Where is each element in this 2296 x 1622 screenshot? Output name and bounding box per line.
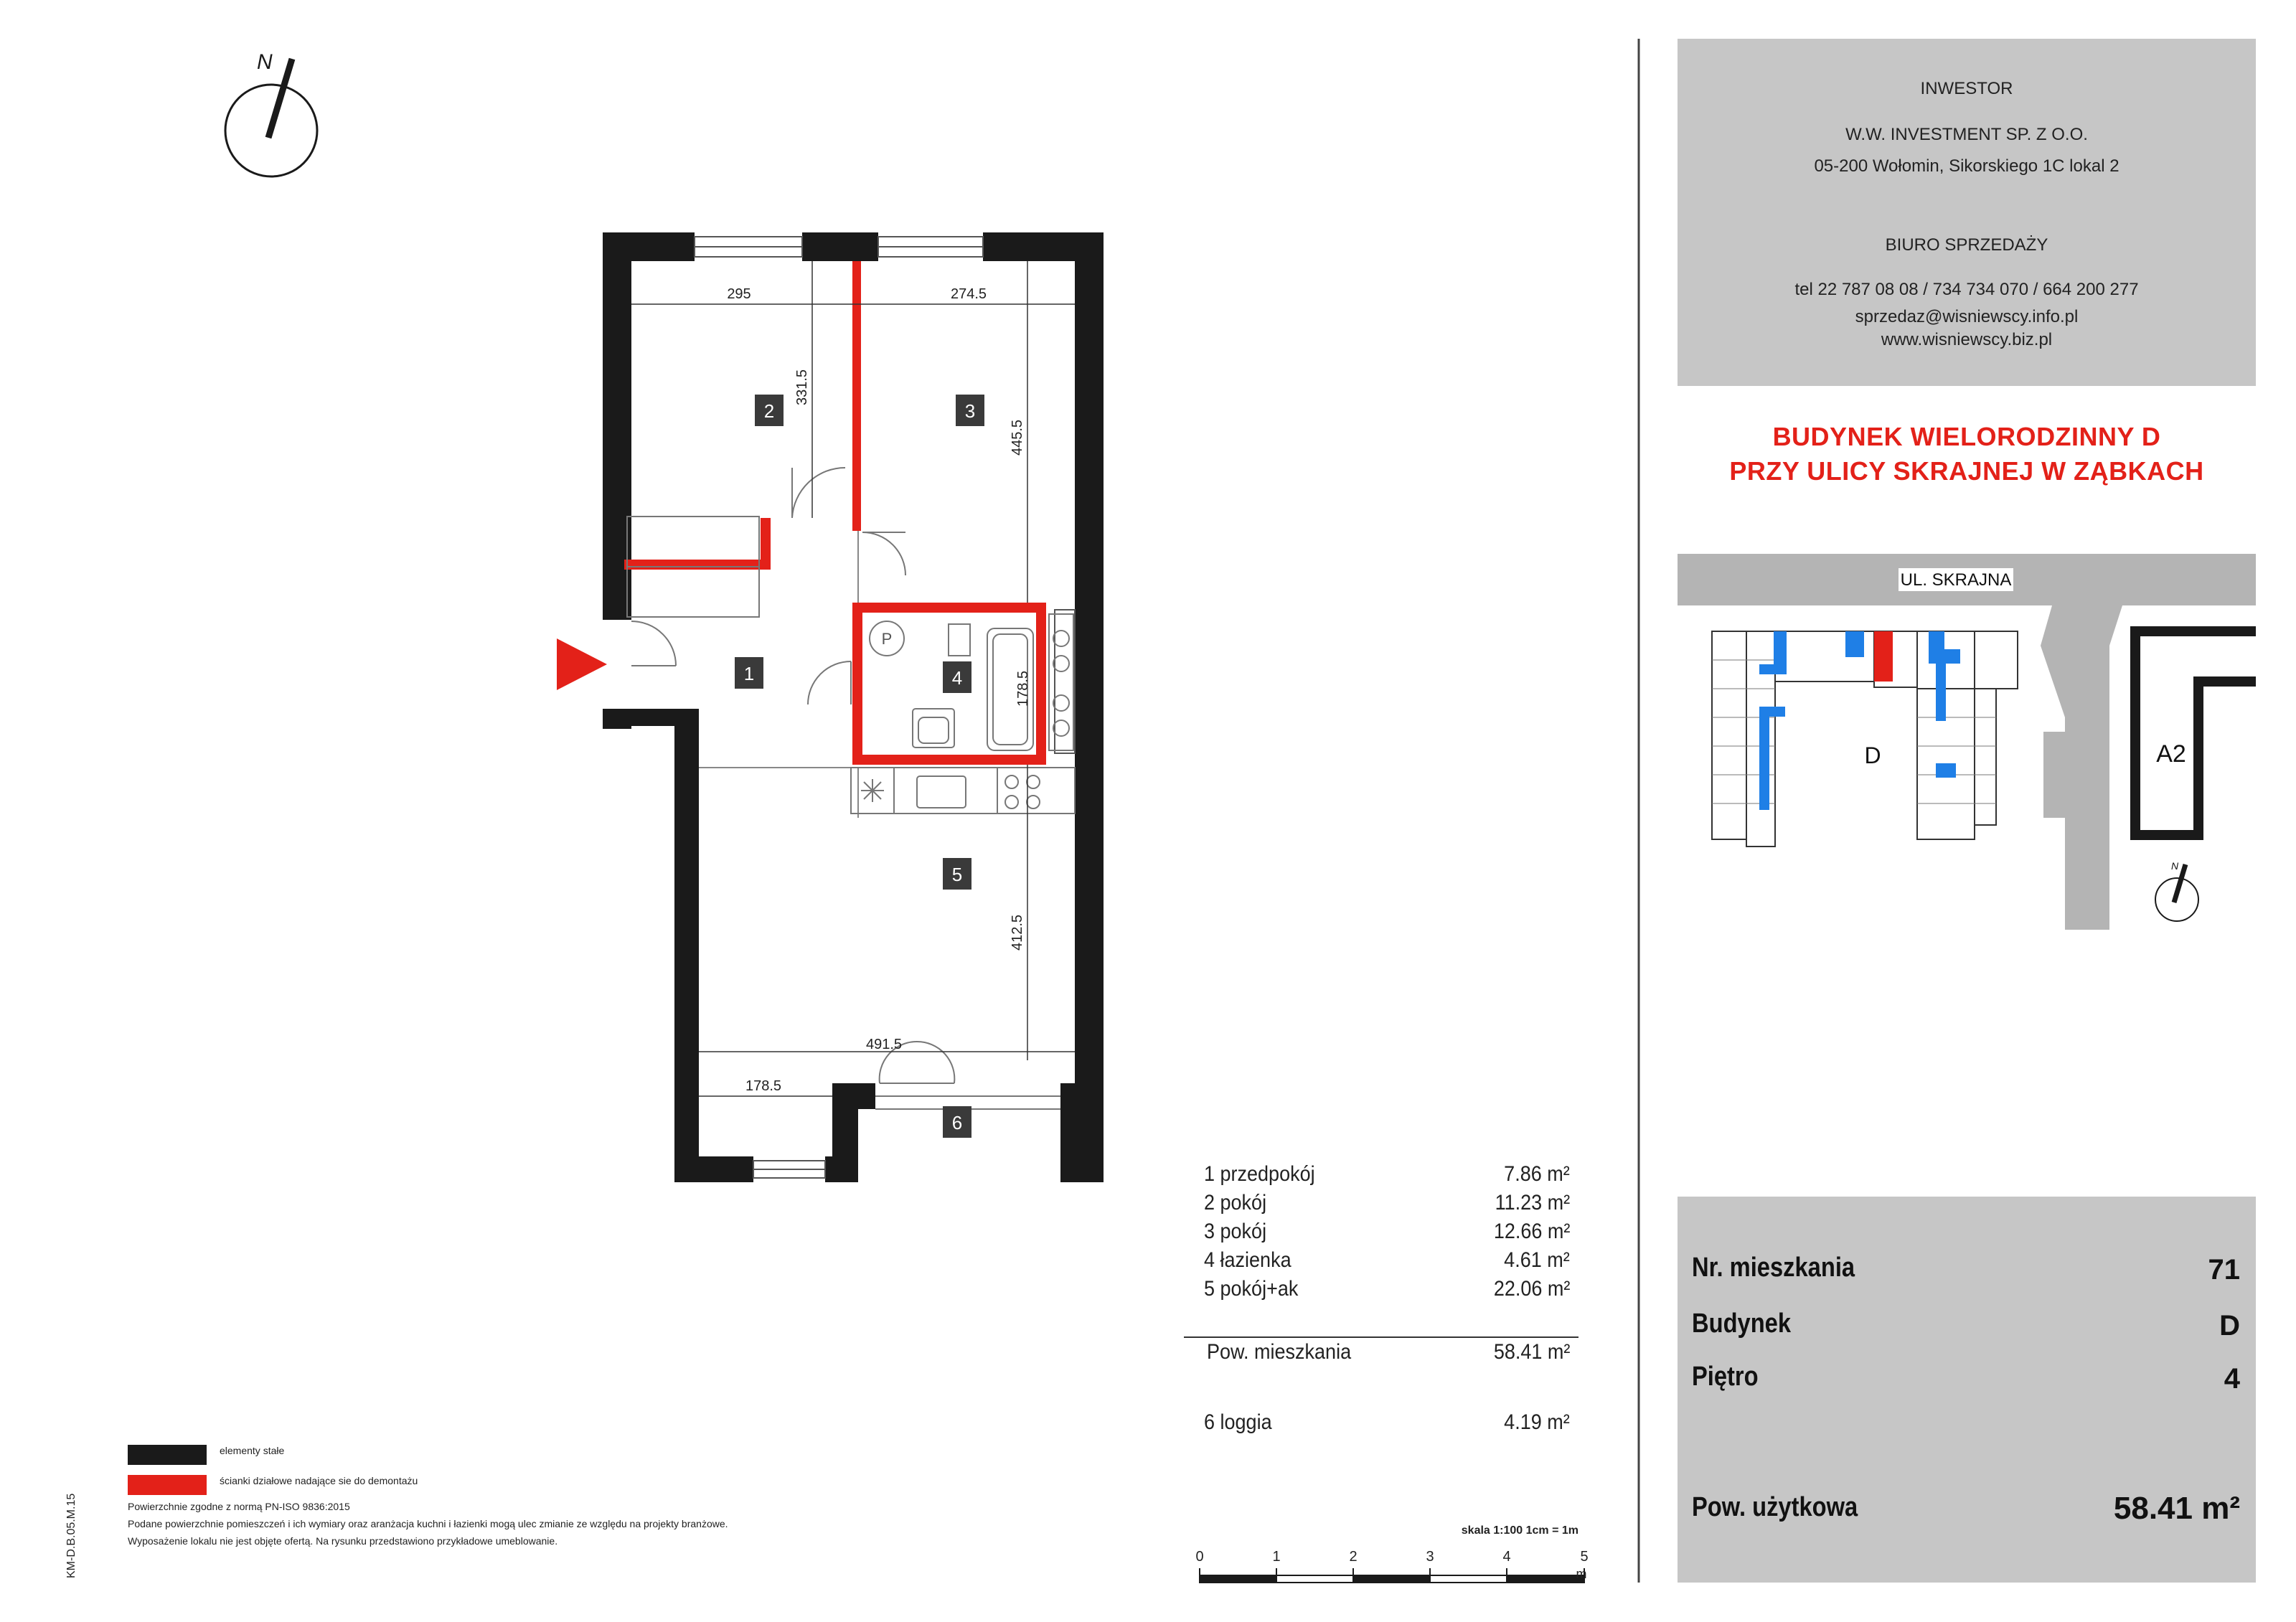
room-row-area: 12.66 m² xyxy=(1493,1220,1570,1243)
total-area-value: 58.41 m² xyxy=(1493,1340,1570,1364)
dim-room3-depth: 445.5 xyxy=(1010,419,1025,456)
room-row-name: 3 pokój xyxy=(1204,1220,1267,1243)
note-line: Podane powierzchnie pomieszczeń i ich wymiary oraz aranżacja kuchni i łazienki mogą ulec zmianie ze względu na projekty branżowe. xyxy=(128,1518,728,1529)
drawing-code: KM-D.B.05.M.15 xyxy=(65,1493,77,1578)
dim-room2-width: 295 xyxy=(727,286,751,302)
kitchen-counter xyxy=(851,768,1075,814)
scale-unit: m xyxy=(1576,1567,1587,1581)
investor-address: 05-200 Wołomin, Sikorskiego 1C lokal 2 xyxy=(1814,156,2119,176)
site-neighbor-label: A2 xyxy=(2156,740,2186,768)
north-arrow-icon xyxy=(225,50,317,176)
floor-label: Piętro xyxy=(1692,1362,1759,1392)
wardrobe xyxy=(627,517,759,617)
dim-living-width: 491.5 xyxy=(865,1037,903,1052)
site-north-label: N xyxy=(2171,860,2179,872)
note-line: Powierzchnie zgodne z normą PN-ISO 9836:2015 xyxy=(128,1501,350,1512)
entrance-arrow-icon xyxy=(557,638,607,690)
room-row-area: 22.06 m² xyxy=(1493,1277,1570,1301)
scale-tick: 1 xyxy=(1272,1549,1281,1565)
room-row-name: 4 łazienka xyxy=(1204,1248,1292,1272)
investor-heading: INWESTOR xyxy=(1920,79,2013,98)
sales-phones: tel 22 787 08 08 / 734 734 070 / 664 200 277 xyxy=(1794,280,2139,299)
loggia-label: 6 loggia xyxy=(1204,1410,1272,1434)
room-row-name: 1 przedpokój xyxy=(1204,1162,1315,1186)
building-title-line2: PRZY ULICY SKRAJNEJ W ZĄBKACH xyxy=(1729,456,2204,486)
building-label: Budynek xyxy=(1692,1309,1792,1339)
apartment-number-value: 71 xyxy=(2208,1254,2240,1286)
usable-area-value: 58.41 m² xyxy=(2113,1491,2240,1526)
investor-company: W.W. INVESTMENT SP. Z O.O. xyxy=(1845,125,2088,144)
room-row-name: 5 pokój+ak xyxy=(1204,1277,1299,1301)
street-label: UL. SKRAJNA xyxy=(1900,570,2012,590)
sales-website[interactable]: www.wisniewscy.biz.pl xyxy=(1881,330,2053,349)
scale-bar xyxy=(1200,1568,1584,1583)
demountable-walls xyxy=(624,261,1046,765)
room-row-name: 2 pokój xyxy=(1204,1191,1267,1215)
unit-info-panel xyxy=(1678,1197,2256,1583)
sales-email[interactable]: sprzedaz@wisniewscy.info.pl xyxy=(1855,307,2079,326)
dim-room3-width: 274.5 xyxy=(950,286,987,302)
room-label: 4 xyxy=(951,667,963,689)
building-value: D xyxy=(2219,1310,2240,1342)
room-label: 5 xyxy=(951,864,963,885)
scale-tick: 3 xyxy=(1426,1549,1434,1565)
investor-panel xyxy=(1678,39,2256,386)
room-label: 3 xyxy=(964,400,976,422)
scale-tick: 2 xyxy=(1349,1549,1358,1565)
floor-value: 4 xyxy=(2224,1363,2240,1395)
legend-swatch-demountable xyxy=(128,1475,207,1495)
note-line: Wyposażenie lokalu nie jest objęte ofertą. Na rysunku przedstawiono przykładowe umeblowanie. xyxy=(128,1535,558,1547)
usable-area-label: Pow. użytkowa xyxy=(1692,1492,1858,1522)
legend-permanent-label: elementy stałe xyxy=(220,1445,285,1456)
dim-bath-depth: 178.5 xyxy=(1015,670,1031,707)
scale-tick: 5 xyxy=(1580,1549,1589,1565)
scale-tick: 0 xyxy=(1195,1549,1204,1565)
loggia-value: 4.19 m² xyxy=(1504,1410,1570,1434)
site-building-label: D xyxy=(1864,742,1881,768)
boiler-label: P xyxy=(881,630,893,648)
scale-caption: skala 1:100 1cm = 1m xyxy=(1461,1524,1578,1537)
dim-loggia-offset: 178.5 xyxy=(745,1078,782,1094)
room-row-area: 4.61 m² xyxy=(1504,1248,1570,1272)
room-label: 6 xyxy=(951,1112,963,1133)
room-row-area: 11.23 m² xyxy=(1495,1191,1570,1215)
apartment-number-label: Nr. mieszkania xyxy=(1692,1253,1855,1283)
sales-heading: BIURO SPRZEDAŻY xyxy=(1885,235,2048,255)
legend-swatch-permanent xyxy=(128,1445,207,1465)
legend-demountable-label: ścianki działowe nadające sie do demontażu xyxy=(220,1475,418,1486)
north-label: N xyxy=(257,50,273,74)
scale-tick: 4 xyxy=(1502,1549,1511,1565)
total-area-label: Pow. mieszkania xyxy=(1207,1340,1352,1364)
room-label: 2 xyxy=(763,400,775,422)
building-title-line1: BUDYNEK WIELORODZINNY D xyxy=(1772,422,2161,451)
dim-room2-depth: 331.5 xyxy=(794,369,810,406)
dim-living-depth: 412.5 xyxy=(1010,914,1025,951)
room-label: 1 xyxy=(743,663,755,684)
room-row-area: 7.86 m² xyxy=(1504,1162,1570,1186)
